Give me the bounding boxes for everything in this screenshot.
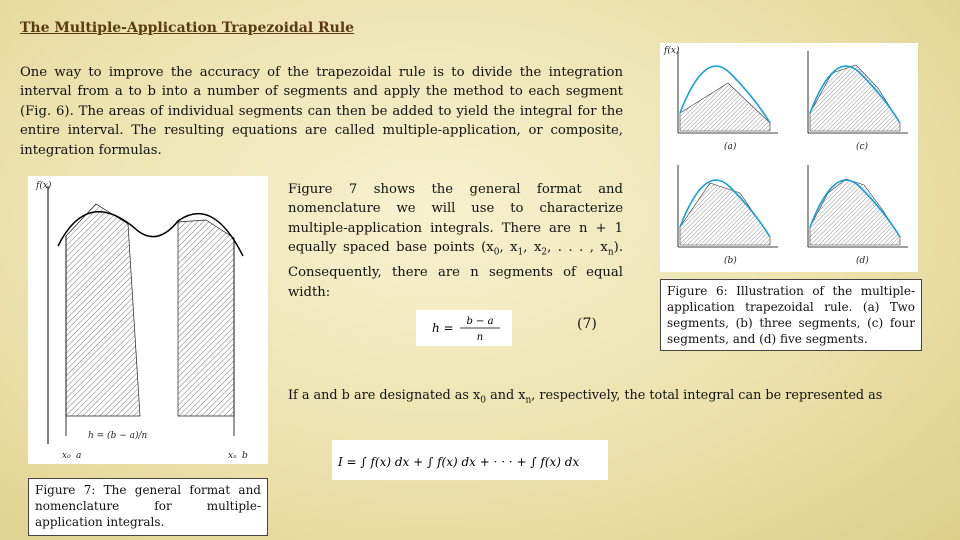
page-title: The Multiple-Application Trapezoidal Rule bbox=[20, 20, 355, 36]
label-b: b bbox=[242, 451, 248, 461]
figure-7-caption: Figure 7: The general format and nomenclature for multiple-application integrals. bbox=[28, 478, 268, 536]
label-x0: x₀ bbox=[62, 451, 71, 461]
figure-6-caption: Figure 6: Illustration of the multiple-application trapezoidal rule. (a) Two segments, (b) three segments, (c) four segments, and (d) five segments. bbox=[660, 279, 922, 351]
nomenclature-paragraph: Figure 7 shows the general format and nomenclature we will use to characterize multiple-application integrals. There are n + 1 equally spaced base points ($x_0$, $x_1$, $x_2$, . . . , $x_n$). Consequently, there are n segments of equal width: bbox=[288, 182, 624, 300]
label-a: a bbox=[76, 451, 82, 461]
total-integral-paragraph: If a and b are designated as $x_0$ and $x_n$, respectively, the total integral can be represented as bbox=[288, 388, 883, 406]
equation-7 bbox=[416, 310, 512, 346]
label-h: h = (b − a)/n bbox=[88, 431, 148, 441]
panel-c bbox=[808, 51, 908, 152]
equation-7-denominator: n bbox=[476, 332, 484, 343]
equation-7-label: (7) bbox=[577, 316, 597, 332]
figure-7-diagram bbox=[28, 176, 268, 464]
panel-a-axis-label: f(x) bbox=[664, 46, 680, 56]
integral-equation-text: I = ∫ f(x) dx + ∫ f(x) dx + · · · + ∫ f(x) dx bbox=[338, 455, 580, 469]
panel-d bbox=[808, 165, 908, 266]
figure-7-image bbox=[28, 176, 268, 464]
panel-c-label: (c) bbox=[856, 142, 869, 152]
integral-equation-box bbox=[332, 440, 608, 480]
label-xn: xₙ bbox=[228, 451, 237, 461]
figure-6-image bbox=[660, 43, 918, 272]
equation-7-numerator: b − a bbox=[466, 316, 494, 327]
panel-a-label: (a) bbox=[724, 142, 737, 152]
left-segments-area bbox=[66, 204, 140, 416]
figure-6-diagram bbox=[660, 43, 918, 272]
intro-paragraph: One way to improve the accuracy of the trapezoidal rule is to divide the integration interval from a to b into a number of segments and apply the method to each segment (Fig. 6). The areas of individual segments can then be added to yield the integral for the entire interval. The resulting equations are called multiple-application, or composite, integration formulas. bbox=[20, 65, 623, 158]
equation-7-box bbox=[416, 310, 512, 346]
equation-7-lhs: h = bbox=[432, 321, 454, 335]
right-segments-area bbox=[178, 220, 234, 416]
panel-d-label: (d) bbox=[856, 256, 869, 266]
panel-b-label: (b) bbox=[724, 256, 737, 266]
panel-a bbox=[663, 45, 778, 152]
panel-b bbox=[678, 165, 778, 266]
figure-7-axis-label: f(x) bbox=[36, 181, 52, 191]
integral-equation bbox=[332, 440, 608, 480]
